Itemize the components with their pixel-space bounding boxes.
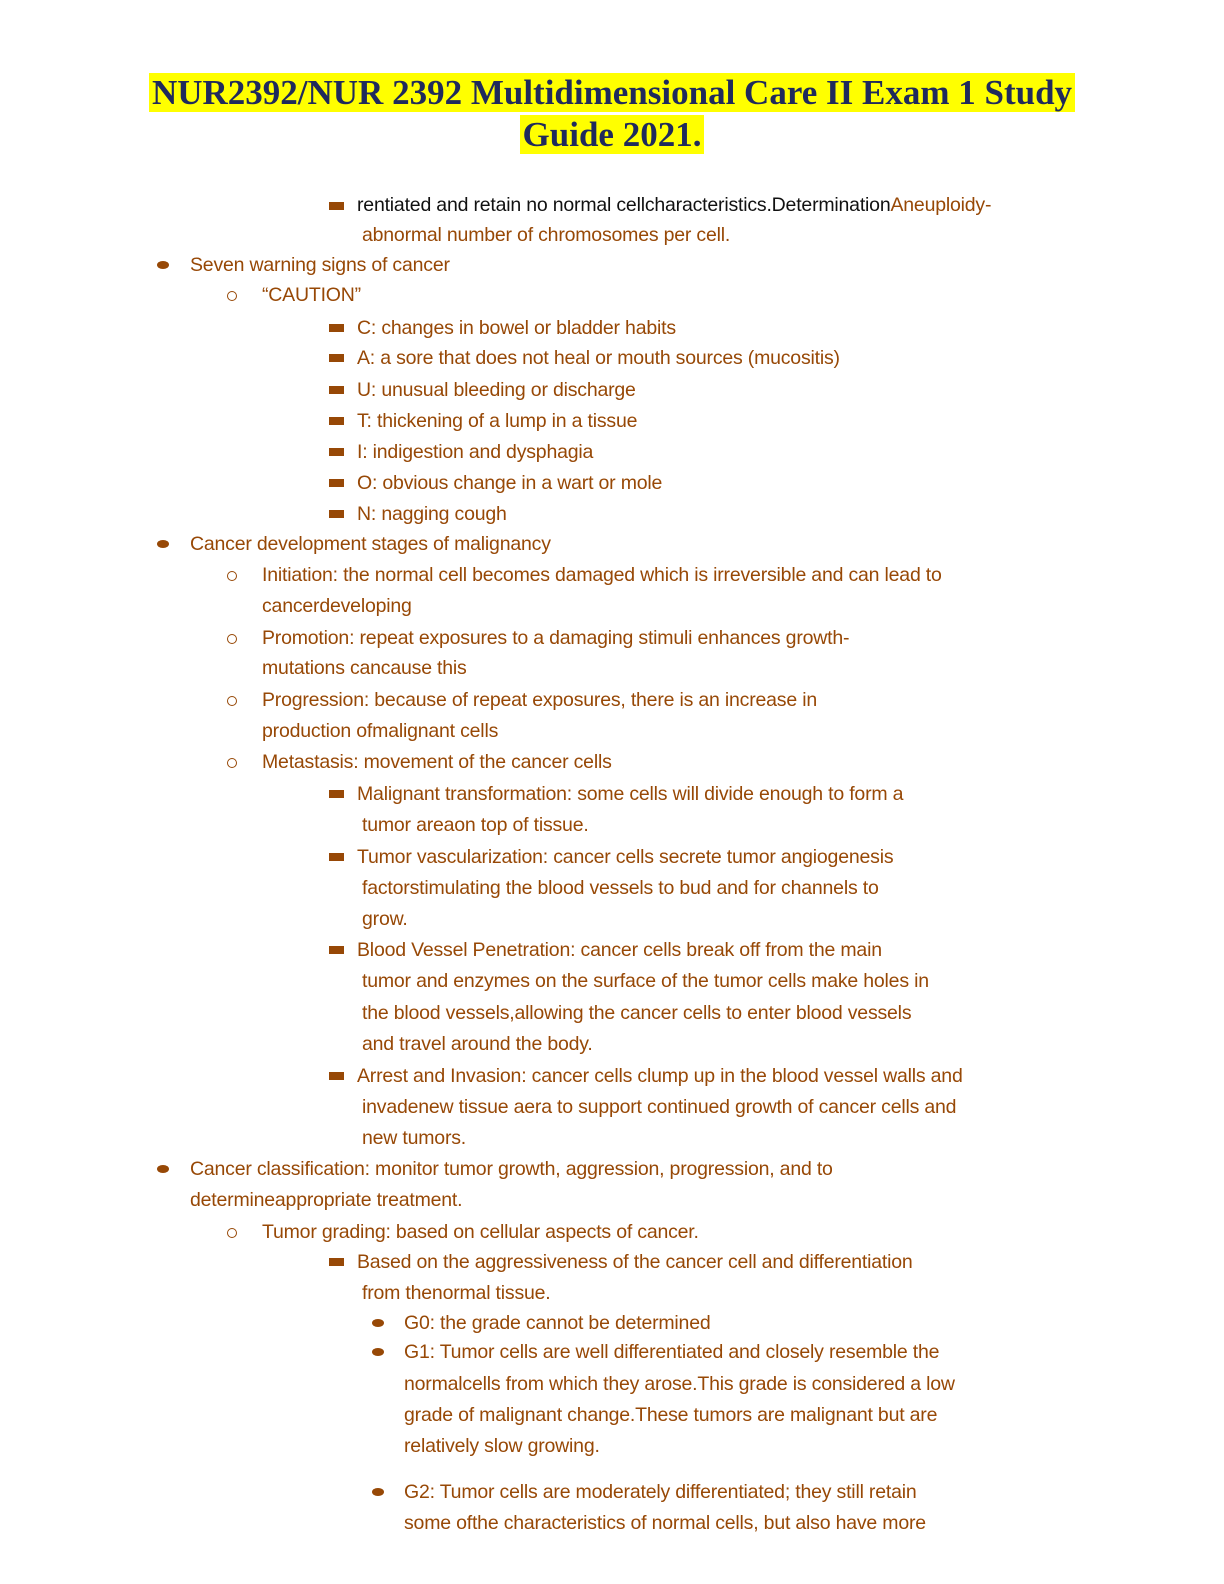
circle-bullet-icon — [227, 291, 237, 301]
list-item-text: G1: Tumor cells are well differentiated and closely resemble the — [404, 1341, 940, 1363]
square-bullet-icon — [329, 386, 344, 394]
bullet-icon — [372, 1348, 384, 1356]
square-bullet-icon — [329, 479, 344, 487]
list-item-text: Seven warning signs of cancer — [190, 254, 450, 276]
circle-bullet-icon — [227, 696, 237, 706]
bullet-icon — [157, 1165, 169, 1173]
list-item-text: normalcells from which they arose.This grade is considered a low — [404, 1373, 955, 1395]
list-item-text: N: nagging cough — [357, 503, 507, 525]
square-bullet-icon — [329, 417, 344, 425]
list-item-text: Based on the aggressiveness of the cancer cell and differentiation — [357, 1251, 913, 1273]
list-item-text: tumor and enzymes on the surface of the tumor cells make holes in — [362, 970, 929, 992]
list-item-text: relatively slow growing. — [404, 1435, 600, 1457]
list-item-text: Blood Vessel Penetration: cancer cells break off from the main — [357, 939, 882, 961]
circle-bullet-icon — [227, 1228, 237, 1238]
list-item-text: Tumor vascularization: cancer cells secrete tumor angiogenesis — [357, 846, 894, 868]
list-item-text: Initiation: the normal cell becomes damaged which is irreversible and can lead to — [262, 564, 942, 586]
list-item-text: mutations cancause this — [262, 657, 467, 679]
document-title — [0, 72, 1224, 156]
list-item-text — [357, 193, 991, 217]
title-line-1: NUR2392/NUR 2392 Multidimensional Care II Exam 1 Study — [149, 73, 1075, 112]
list-item-text: Progression: because of repeat exposures, there is an increase in — [262, 689, 817, 711]
square-bullet-icon — [329, 510, 344, 518]
list-item-text: new tumors. — [362, 1127, 467, 1149]
list-item-text: U: unusual bleeding or discharge — [357, 379, 636, 401]
square-bullet-icon — [329, 354, 344, 362]
list-item-text: production ofmalignant cells — [262, 720, 499, 742]
list-item-text: Metastasis: movement of the cancer cells — [262, 751, 612, 773]
list-item-text: abnormal number of chromosomes per cell. — [362, 224, 731, 246]
square-bullet-icon — [329, 853, 344, 861]
list-item-text: determineappropriate treatment. — [190, 1189, 463, 1211]
list-item-text: grow. — [362, 908, 408, 930]
list-item-text: G2: Tumor cells are moderately differentiated; they still retain — [404, 1481, 917, 1503]
circle-bullet-icon — [227, 571, 237, 581]
list-item-text: Tumor grading: based on cellular aspects of cancer. — [262, 1221, 699, 1243]
list-item-text: from thenormal tissue. — [362, 1282, 551, 1304]
list-item-text: Malignant transformation: some cells will divide enough to form a — [357, 783, 904, 805]
list-item-text: G0: the grade cannot be determined — [404, 1312, 711, 1334]
square-bullet-icon — [329, 1258, 344, 1266]
list-item-text: I: indigestion and dysphagia — [357, 441, 594, 463]
square-bullet-icon — [329, 202, 344, 210]
bullet-icon — [372, 1488, 384, 1496]
list-item-text: cancerdeveloping — [262, 595, 412, 617]
square-bullet-icon — [329, 324, 344, 332]
list-item-text: O: obvious change in a wart or mole — [357, 472, 663, 494]
list-item-text: Promotion: repeat exposures to a damaging stimuli enhances growth- — [262, 627, 850, 649]
list-item-text: T: thickening of a lump in a tissue — [357, 410, 638, 432]
list-item-text: Cancer classification: monitor tumor growth, aggression, progression, and to — [190, 1158, 833, 1180]
square-bullet-icon — [329, 1072, 344, 1080]
list-item-text: Arrest and Invasion: cancer cells clump up in the blood vessel walls and — [357, 1065, 963, 1087]
list-item-text: tumor areaon top of tissue. — [362, 814, 589, 836]
list-item-text: invadenew tissue aera to support continued growth of cancer cells and — [362, 1096, 957, 1118]
aneuploidy-text: Aneuploidy- — [890, 194, 992, 216]
square-bullet-icon — [329, 790, 344, 798]
list-item-text: some ofthe characteristics of normal cells, but also have more — [404, 1512, 926, 1534]
list-item-text: C: changes in bowel or bladder habits — [357, 317, 676, 339]
list-item-text: factorstimulating the blood vessels to bud and for channels to — [362, 877, 879, 899]
list-item-text: grade of malignant change.These tumors are malignant but are — [404, 1404, 938, 1426]
circle-bullet-icon — [227, 758, 237, 768]
bullet-icon — [157, 540, 169, 548]
title-line-2: Guide 2021. — [520, 115, 705, 154]
black-text: rentiated and retain no normal cellcharacteristics.Determination — [357, 194, 891, 216]
circle-bullet-icon — [227, 634, 237, 644]
list-item-text: A: a sore that does not heal or mouth sources (mucositis) — [357, 347, 840, 369]
bullet-icon — [372, 1319, 384, 1327]
square-bullet-icon — [329, 448, 344, 456]
list-item-text: “CAUTION” — [262, 284, 361, 306]
list-item-text: Cancer development stages of malignancy — [190, 533, 551, 555]
list-item-text: the blood vessels,allowing the cancer cells to enter blood vessels — [362, 1002, 912, 1024]
square-bullet-icon — [329, 946, 344, 954]
list-item-text: and travel around the body. — [362, 1033, 593, 1055]
bullet-icon — [157, 261, 169, 269]
